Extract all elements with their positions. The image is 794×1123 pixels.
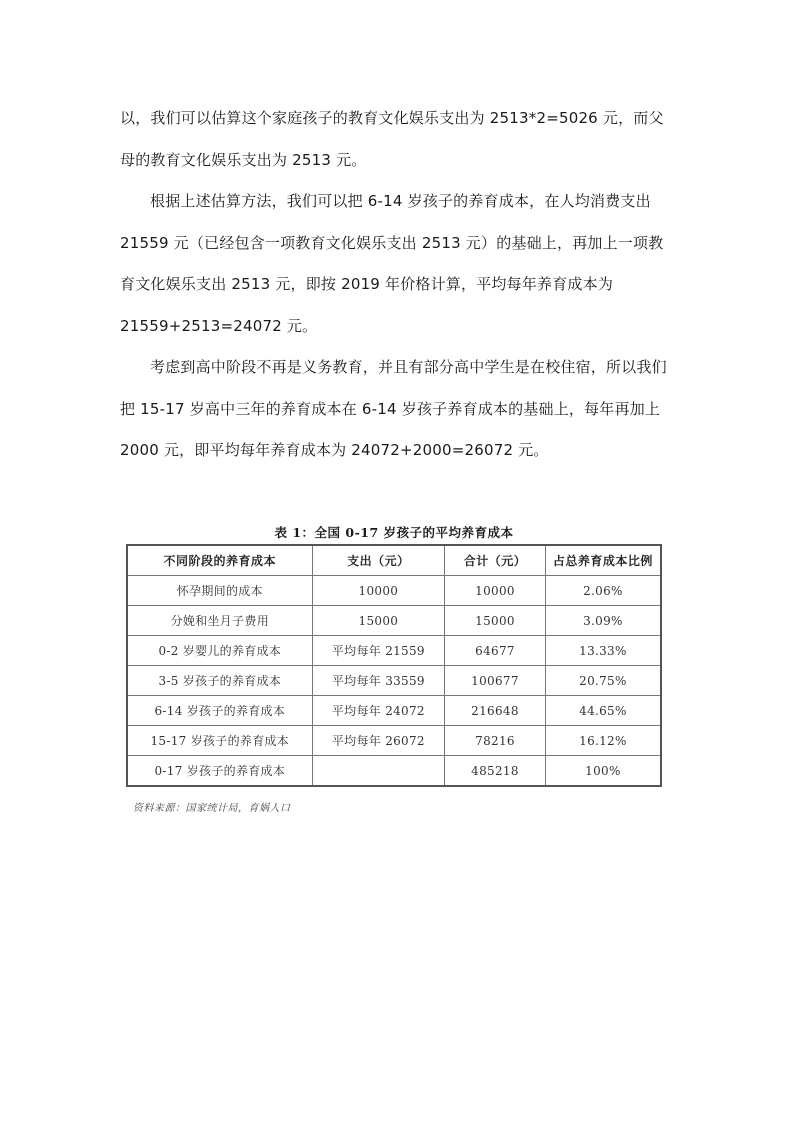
cell-expense (312, 756, 445, 787)
cell-stage: 3-5 岁孩子的养育成本 (127, 666, 312, 696)
table-row (127, 576, 661, 606)
paragraph-3: 考虑到高中阶段不再是义务教育，并且有部分高中学生是在校住宿，所以我们把 15-17 岁高中三年的养育成本在 6-14 岁孩子养育成本的基础上，每年再加上 2000 元，即平均每年养育成本为 24072+2000=26072 元。 (120, 358, 667, 459)
cell-expense: 15000 (312, 606, 445, 636)
cell-expense: 平均每年 24072 (312, 696, 445, 726)
cell-total: 485218 (445, 756, 546, 787)
cell-total: 216648 (445, 696, 546, 726)
cell-total: 78216 (445, 726, 546, 756)
cell-expense: 平均每年 26072 (312, 726, 445, 756)
cell-share: 100% (545, 756, 661, 787)
cell-expense: 10000 (312, 576, 445, 606)
cell-share: 16.12% (545, 726, 661, 756)
cell-share: 44.65% (545, 696, 661, 726)
cell-share: 13.33% (545, 636, 661, 666)
cell-stage: 分娩和坐月子费用 (127, 606, 312, 636)
header-stage: 不同阶段的养育成本 (127, 545, 312, 576)
cost-table (126, 544, 662, 787)
cost-table-block (126, 524, 662, 787)
body-text (120, 98, 676, 472)
cell-stage: 15-17 岁孩子的养育成本 (127, 726, 312, 756)
cell-stage: 怀孕期间的成本 (127, 576, 312, 606)
cell-share: 20.75% (545, 666, 661, 696)
cell-total: 64677 (445, 636, 546, 666)
cell-stage: 0-17 岁孩子的养育成本 (127, 756, 312, 787)
cell-total: 15000 (445, 606, 546, 636)
header-share: 占总养育成本比例 (545, 545, 661, 576)
table-header-row (127, 545, 661, 576)
header-expense: 支出（元） (312, 545, 445, 576)
table-caption: 表 1：全国 0-17 岁孩子的平均养育成本 (274, 525, 514, 540)
table-row (127, 756, 661, 787)
table-row (127, 726, 661, 756)
cell-total: 10000 (445, 576, 546, 606)
paragraph-1: 以，我们可以估算这个家庭孩子的教育文化娱乐支出为 2513*2=5026 元，而父母的教育文化娱乐支出为 2513 元。 (120, 109, 664, 169)
cell-share: 2.06% (545, 576, 661, 606)
cell-total: 100677 (445, 666, 546, 696)
source-note: 资料来源：国家统计局，育娲人口 (133, 803, 291, 814)
table-row (127, 636, 661, 666)
cell-expense: 平均每年 33559 (312, 666, 445, 696)
paragraph-2: 根据上述估算方法，我们可以把 6-14 岁孩子的养育成本，在人均消费支出 21559 元（已经包含一项教育文化娱乐支出 2513 元）的基础上，再加上一项教育文化娱乐支出 2513 元，即按 2019 年价格计算，平均每年养育成本为 21559+2513=24072 元。 (120, 192, 664, 335)
cell-expense: 平均每年 21559 (312, 636, 445, 666)
table-row (127, 606, 661, 636)
table-row (127, 666, 661, 696)
cell-stage: 0-2 岁婴儿的养育成本 (127, 636, 312, 666)
table-row (127, 696, 661, 726)
header-total: 合计（元） (445, 545, 546, 576)
cell-share: 3.09% (545, 606, 661, 636)
cell-stage: 6-14 岁孩子的养育成本 (127, 696, 312, 726)
